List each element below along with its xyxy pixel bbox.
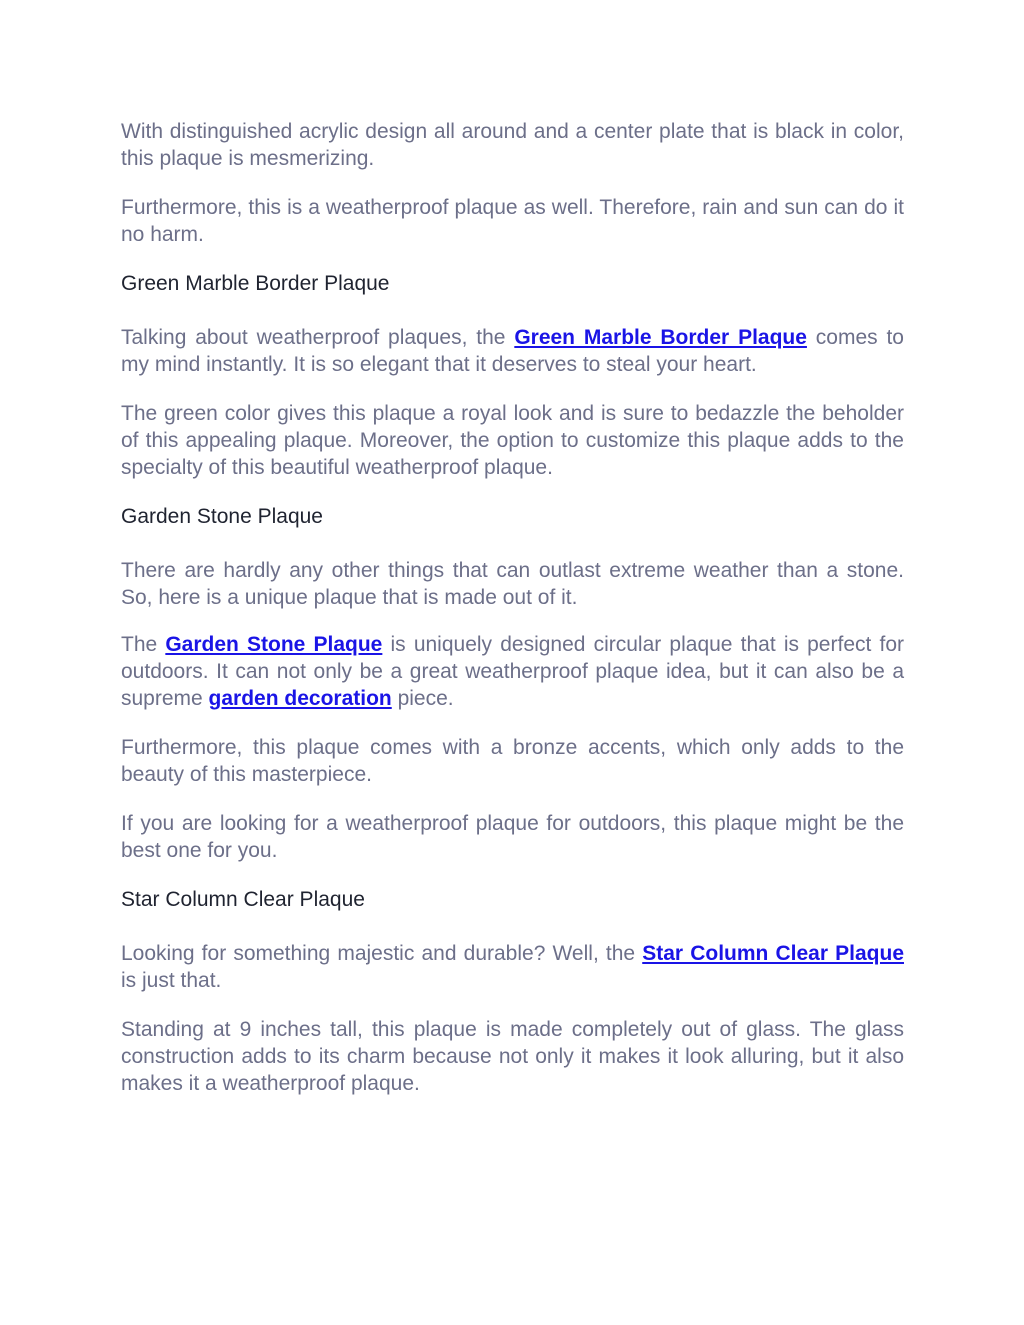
paragraph-stone-outlast: There are hardly any other things that can outlast extreme weather than a stone. So, here is a unique plaque that is made out of it. bbox=[121, 559, 904, 609]
link-green-marble-border-plaque[interactable]: Green Marble Border Plaque bbox=[514, 326, 807, 349]
paragraph-text: is uniquely designed circular plaque that is perfect for outdoors. It can not only be a great weatherproof plaque idea, but it can also be a supreme bbox=[121, 633, 904, 710]
link-star-column-clear-plaque[interactable]: Star Column Clear Plaque bbox=[642, 942, 904, 965]
paragraph-garden-stone-intro bbox=[121, 631, 904, 712]
link-garden-decoration[interactable]: garden decoration bbox=[208, 687, 392, 710]
paragraph-best-for-outdoors: If you are looking for a weatherproof plaque for outdoors, this plaque might be the best one for you. bbox=[121, 812, 904, 862]
paragraph-weatherproof: Furthermore, this is a weatherproof plaque as well. Therefore, rain and sun can do it no harm. bbox=[121, 196, 904, 246]
paragraph-star-column-intro bbox=[121, 940, 904, 994]
paragraph-text: comes to my mind instantly. It is so elegant that it deserves to steal your heart. bbox=[121, 326, 904, 376]
heading-star-column-clear-plaque: Star Column Clear Plaque bbox=[121, 888, 365, 911]
paragraph-text: piece. bbox=[391, 687, 454, 710]
link-garden-stone-plaque[interactable]: Garden Stone Plaque bbox=[165, 633, 383, 656]
paragraph-green-color: The green color gives this plaque a royal look and is sure to bedazzle the beholder of this appealing plaque. Moreover, the option to customize this plaque adds to the specialty of this beautiful weatherproof plaque. bbox=[121, 402, 904, 479]
paragraph-text: The bbox=[121, 633, 166, 656]
paragraph-text: Talking about weatherproof plaques, the bbox=[121, 326, 515, 349]
paragraph-text: Looking for something majestic and durable? Well, the bbox=[121, 942, 643, 965]
paragraph-acrylic-design: With distinguished acrylic design all around and a center plate that is black in color, this plaque is mesmerizing. bbox=[121, 120, 904, 170]
document-page bbox=[121, 118, 904, 1119]
paragraph-green-marble-intro bbox=[121, 324, 904, 378]
heading-green-marble-border-plaque: Green Marble Border Plaque bbox=[121, 272, 390, 295]
paragraph-text: is just that. bbox=[121, 969, 222, 992]
paragraph-bronze-accents: Furthermore, this plaque comes with a bronze accents, which only adds to the beauty of this masterpiece. bbox=[121, 736, 904, 786]
heading-garden-stone-plaque: Garden Stone Plaque bbox=[121, 505, 323, 528]
paragraph-glass-construction: Standing at 9 inches tall, this plaque is made completely out of glass. The glass construction adds to its charm because not only it makes it look alluring, but it also makes it a weatherproof plaque. bbox=[121, 1018, 904, 1095]
